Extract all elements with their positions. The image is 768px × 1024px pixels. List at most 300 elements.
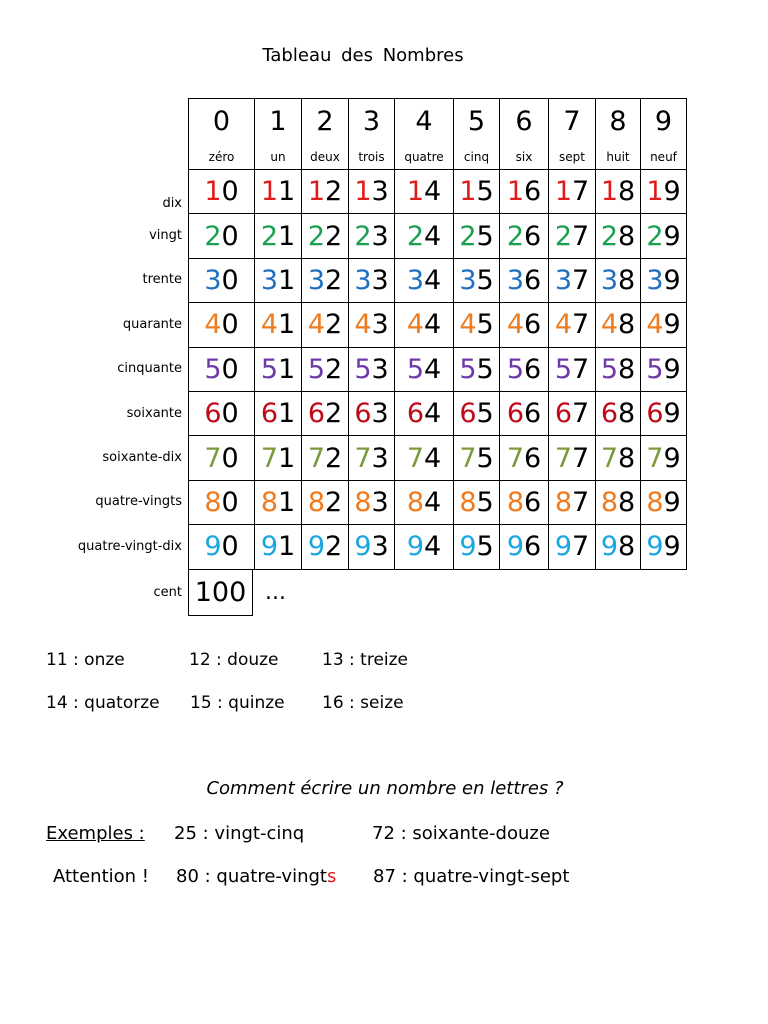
number-cell: [454, 391, 500, 435]
units-digit: 0: [221, 309, 239, 341]
number-cell: [641, 391, 687, 435]
tens-digit: 8: [307, 486, 325, 518]
header-cell-4: [395, 99, 454, 170]
number-cell: [596, 214, 641, 258]
header-word: neuf: [650, 150, 677, 164]
tens-digit: 9: [646, 531, 664, 563]
units-digit: 2: [325, 531, 343, 563]
header-word: trois: [358, 150, 385, 164]
teen-13: 13 : treize: [322, 650, 409, 670]
header-digit: 9: [654, 106, 673, 137]
units-digit: 5: [476, 486, 494, 518]
units-digit: 1: [278, 353, 296, 385]
header-cell-3: [349, 99, 395, 170]
tens-digit: 4: [600, 309, 618, 341]
header-cell-2: [302, 99, 349, 170]
header-digit: 5: [467, 106, 486, 137]
number-cell: [255, 258, 302, 302]
units-digit: 6: [524, 220, 542, 252]
number-cell: [395, 214, 454, 258]
header-cell-0: [189, 99, 255, 170]
tens-digit: 9: [204, 531, 222, 563]
attention-87: 87 : quatre-vingt-sept: [373, 866, 570, 887]
tens-digit: 5: [307, 353, 325, 385]
units-digit: 9: [663, 531, 681, 563]
units-digit: 3: [371, 531, 389, 563]
tens-digit: 6: [260, 398, 278, 430]
row-label-quatre-vingts: quatre-vingts: [95, 494, 182, 510]
units-digit: 8: [618, 176, 636, 208]
tens-digit: 8: [459, 486, 477, 518]
number-cell: [641, 258, 687, 302]
number-cell: [549, 170, 596, 214]
examples-label: Exemples :: [46, 823, 145, 844]
number-cell: [395, 258, 454, 302]
tens-digit: 8: [600, 486, 618, 518]
units-digit: 2: [325, 264, 343, 296]
units-digit: 4: [424, 531, 442, 563]
units-digit: 7: [572, 264, 590, 296]
header-digit: 3: [362, 106, 381, 137]
tens-digit: 6: [307, 398, 325, 430]
tens-digit: 5: [459, 353, 477, 385]
units-digit: 4: [424, 442, 442, 474]
tens-digit: 7: [406, 442, 424, 474]
units-digit: 0: [221, 442, 239, 474]
header-word: un: [270, 150, 286, 164]
units-digit: 6: [524, 442, 542, 474]
tens-digit: 5: [260, 353, 278, 385]
units-digit: 4: [424, 398, 442, 430]
number-cell: [596, 347, 641, 391]
number-cell: [302, 391, 349, 435]
tens-digit: 9: [406, 531, 424, 563]
subtitle: Comment écrire un nombre en lettres ?: [206, 778, 564, 799]
units-digit: 3: [371, 486, 389, 518]
number-cell: [255, 303, 302, 347]
tens-digit: 4: [204, 309, 222, 341]
units-digit: 7: [572, 398, 590, 430]
units-digit: 9: [663, 398, 681, 430]
units-digit: 7: [572, 309, 590, 341]
units-digit: 8: [618, 220, 636, 252]
teen-12: 12 : douze: [189, 650, 279, 670]
number-cell: [189, 525, 255, 569]
units-digit: 1: [278, 264, 296, 296]
header-cell-9: [641, 99, 687, 170]
row-label-dix: dix: [162, 196, 182, 212]
tens-digit: 7: [600, 442, 618, 474]
header-digit: 6: [515, 106, 533, 137]
row-soixante-dix: [189, 436, 687, 480]
tens-digit: 2: [406, 220, 424, 252]
tens-digit: 1: [600, 176, 618, 208]
number-cell: [349, 391, 395, 435]
tens-digit: 9: [506, 531, 524, 563]
row-label-cinquante: cinquante: [117, 361, 182, 377]
number-cell: [302, 525, 349, 569]
units-digit: 2: [325, 176, 343, 208]
tens-digit: 9: [600, 531, 618, 563]
row-label-soixante-dix: soixante-dix: [102, 450, 182, 466]
number-cell: [641, 170, 687, 214]
attention-80-s: s: [326, 866, 337, 887]
number-cell: [454, 214, 500, 258]
header-word: cinq: [463, 150, 490, 164]
tens-digit: 8: [646, 486, 664, 518]
number-cell: [500, 525, 549, 569]
number-cell: [641, 214, 687, 258]
tens-digit: 1: [646, 176, 664, 208]
number-cell: [454, 480, 500, 524]
number-cell: [500, 214, 549, 258]
tens-digit: 5: [506, 353, 524, 385]
teen-11: 11 : onze: [46, 650, 125, 670]
tens-digit: 6: [459, 398, 477, 430]
row-cinquante: [189, 347, 687, 391]
row-label-vingt: vingt: [149, 228, 182, 244]
tens-digit: 2: [554, 220, 572, 252]
number-cell: [454, 170, 500, 214]
tens-digit: 6: [600, 398, 618, 430]
tens-digit: 3: [554, 264, 572, 296]
row-quarante: [189, 303, 687, 347]
number-cell: [255, 480, 302, 524]
number-cell: [349, 525, 395, 569]
tens-digit: 2: [646, 220, 664, 252]
number-cell: [255, 170, 302, 214]
number-cell: [349, 303, 395, 347]
units-digit: 1: [278, 442, 296, 474]
teen-16: 16 : seize: [322, 693, 404, 713]
number-cell: [500, 303, 549, 347]
units-digit: 6: [524, 309, 542, 341]
number-cell: [189, 347, 255, 391]
tens-digit: 2: [459, 220, 477, 252]
units-digit: 0: [221, 398, 239, 430]
units-digit: 8: [618, 398, 636, 430]
units-digit: 2: [325, 442, 343, 474]
tens-digit: 2: [506, 220, 524, 252]
tens-digit: 2: [354, 220, 372, 252]
units-digit: 9: [663, 442, 681, 474]
row-quatre-vingt-dix: [189, 525, 687, 569]
units-digit: 3: [371, 353, 389, 385]
units-digit: 9: [663, 264, 681, 296]
tens-digit: 8: [506, 486, 524, 518]
row-soixante: [189, 391, 687, 435]
header-digit: 1: [269, 106, 287, 137]
number-cell: [395, 347, 454, 391]
number-cell: [641, 303, 687, 347]
tens-digit: 1: [406, 176, 424, 208]
units-digit: 4: [424, 176, 442, 208]
number-cell: [500, 347, 549, 391]
row-dix: [189, 170, 687, 214]
tens-digit: 7: [646, 442, 664, 474]
tens-digit: 3: [260, 264, 278, 296]
tens-digit: 5: [554, 353, 572, 385]
page-title: Tableau des Nombres: [262, 45, 464, 66]
units-digit: 6: [524, 486, 542, 518]
number-cell: [255, 436, 302, 480]
units-digit: 8: [618, 531, 636, 563]
units-digit: 3: [371, 264, 389, 296]
tens-digit: 8: [406, 486, 424, 518]
number-cell: [349, 258, 395, 302]
units-digit: 3: [371, 309, 389, 341]
units-digit: 4: [424, 220, 442, 252]
number-cell: [500, 391, 549, 435]
number-cell: [395, 525, 454, 569]
units-digit: 6: [524, 353, 542, 385]
number-cell: [549, 436, 596, 480]
tens-digit: 3: [406, 264, 424, 296]
tens-digit: 6: [406, 398, 424, 430]
number-cell: [395, 170, 454, 214]
units-digit: 3: [371, 442, 389, 474]
tens-digit: 6: [354, 398, 372, 430]
number-cell: [189, 391, 255, 435]
tens-digit: 4: [260, 309, 278, 341]
number-cell: [454, 258, 500, 302]
header-cell-6: [500, 99, 549, 170]
number-cell: [454, 436, 500, 480]
header-row: [189, 99, 687, 170]
row-label-soixante: soixante: [126, 405, 182, 421]
number-cell: [302, 436, 349, 480]
attention-label: Attention !: [53, 866, 150, 887]
units-digit: 0: [221, 176, 239, 208]
number-cell: [596, 480, 641, 524]
tens-digit: 2: [260, 220, 278, 252]
number-cell: [189, 303, 255, 347]
units-digit: 2: [325, 398, 343, 430]
tens-digit: 2: [204, 220, 222, 252]
row-label-quatre-vingt-dix: quatre-vingt-dix: [77, 538, 182, 554]
tens-digit: 7: [204, 442, 222, 474]
units-digit: 2: [325, 353, 343, 385]
units-digit: 8: [618, 442, 636, 474]
row-vingt: [189, 214, 687, 258]
units-digit: 2: [325, 486, 343, 518]
units-digit: 2: [325, 220, 343, 252]
tens-digit: 4: [506, 309, 524, 341]
tens-digit: 5: [354, 353, 372, 385]
number-cell: [189, 436, 255, 480]
number-cell: [349, 436, 395, 480]
units-digit: 1: [278, 309, 296, 341]
number-cell: [500, 258, 549, 302]
units-digit: 0: [221, 264, 239, 296]
units-digit: 3: [371, 176, 389, 208]
number-cell: [255, 214, 302, 258]
tens-digit: 5: [204, 353, 222, 385]
units-digit: 6: [524, 531, 542, 563]
tens-digit: 3: [506, 264, 524, 296]
number-cell: [596, 391, 641, 435]
number-cell: [302, 170, 349, 214]
number-cell: [549, 525, 596, 569]
tens-digit: 7: [506, 442, 524, 474]
number-cell: [255, 525, 302, 569]
number-cell: [395, 436, 454, 480]
tens-digit: 9: [260, 531, 278, 563]
row-label-trente: trente: [142, 272, 182, 288]
header-digit: 2: [316, 106, 334, 137]
tens-digit: 3: [307, 264, 325, 296]
tens-digit: 4: [354, 309, 372, 341]
tens-digit: 1: [204, 176, 222, 208]
units-digit: 9: [663, 486, 681, 518]
units-digit: 5: [476, 442, 494, 474]
units-digit: 0: [221, 353, 239, 385]
number-cell: [302, 303, 349, 347]
number-cell: [596, 258, 641, 302]
units-digit: 0: [221, 486, 239, 518]
units-digit: 5: [476, 531, 494, 563]
hundred-row: [188, 569, 286, 616]
units-digit: 8: [618, 309, 636, 341]
number-cell: [349, 347, 395, 391]
tens-digit: 7: [554, 442, 572, 474]
header-cell-8: [596, 99, 641, 170]
tens-digit: 3: [204, 264, 222, 296]
tens-digit: 6: [506, 398, 524, 430]
header-word: huit: [606, 150, 630, 164]
units-digit: 2: [325, 309, 343, 341]
tens-digit: 8: [260, 486, 278, 518]
units-digit: 6: [524, 264, 542, 296]
number-cell: [302, 347, 349, 391]
tens-digit: 6: [646, 398, 664, 430]
tens-digit: 3: [646, 264, 664, 296]
number-cell: [255, 391, 302, 435]
tens-digit: 1: [307, 176, 325, 208]
tens-digit: 1: [554, 176, 572, 208]
row-labels: [20, 169, 184, 617]
tens-digit: 3: [600, 264, 618, 296]
units-digit: 9: [663, 220, 681, 252]
units-digit: 7: [572, 176, 590, 208]
teen-15: 15 : quinze: [190, 693, 285, 713]
number-cell: [189, 480, 255, 524]
number-table: [188, 98, 687, 570]
units-digit: 7: [572, 531, 590, 563]
number-cell: [500, 480, 549, 524]
number-cell: [349, 170, 395, 214]
number-cell: [549, 214, 596, 258]
units-digit: 5: [476, 264, 494, 296]
tens-digit: 1: [354, 176, 372, 208]
number-cell: [641, 347, 687, 391]
header-digit: 7: [563, 106, 581, 137]
number-cell: [454, 347, 500, 391]
header-word: quatre: [404, 150, 444, 164]
number-cell: [189, 214, 255, 258]
units-digit: 6: [524, 398, 542, 430]
tens-digit: 5: [600, 353, 618, 385]
tens-digit: 8: [204, 486, 222, 518]
tens-digit: 7: [260, 442, 278, 474]
number-cell: [500, 436, 549, 480]
number-cell: [641, 480, 687, 524]
number-cell: [641, 525, 687, 569]
tens-digit: 9: [554, 531, 572, 563]
units-digit: 9: [663, 309, 681, 341]
header-word: zéro: [208, 150, 235, 164]
header-digit: 8: [609, 106, 627, 137]
tens-digit: 3: [354, 264, 372, 296]
units-digit: 0: [221, 531, 239, 563]
example-72: 72 : soixante-douze: [372, 823, 550, 844]
tens-digit: 9: [307, 531, 325, 563]
header-digit: 4: [415, 106, 433, 137]
number-cell: [349, 480, 395, 524]
units-digit: 5: [476, 309, 494, 341]
number-cell: [596, 170, 641, 214]
units-digit: 9: [663, 176, 681, 208]
tens-digit: 6: [204, 398, 222, 430]
number-cell: [596, 303, 641, 347]
tens-digit: 8: [554, 486, 572, 518]
number-cell: [302, 214, 349, 258]
units-digit: 3: [371, 220, 389, 252]
units-digit: 5: [476, 398, 494, 430]
number-cell: [395, 391, 454, 435]
units-digit: 6: [524, 176, 542, 208]
number-cell: [454, 303, 500, 347]
ellipsis: ...: [265, 580, 286, 605]
number-cell: [189, 258, 255, 302]
tens-digit: 7: [459, 442, 477, 474]
units-digit: 7: [572, 486, 590, 518]
attention-80-prefix: 80 : quatre-vingt: [176, 866, 327, 887]
tens-digit: 4: [406, 309, 424, 341]
number-cell: [549, 480, 596, 524]
tens-digit: 4: [307, 309, 325, 341]
number-cell: [596, 525, 641, 569]
units-digit: 5: [476, 353, 494, 385]
units-digit: 4: [424, 486, 442, 518]
tens-digit: 9: [354, 531, 372, 563]
units-digit: 9: [663, 353, 681, 385]
row-label-cent: cent: [153, 585, 182, 601]
units-digit: 5: [476, 176, 494, 208]
units-digit: 5: [476, 220, 494, 252]
number-cell: [454, 525, 500, 569]
number-cell: [349, 214, 395, 258]
teen-14: 14 : quatorze: [46, 693, 160, 713]
tens-digit: 1: [506, 176, 524, 208]
tens-digit: 8: [354, 486, 372, 518]
units-digit: 8: [618, 353, 636, 385]
units-digit: 4: [424, 353, 442, 385]
units-digit: 0: [221, 220, 239, 252]
header-word: deux: [310, 150, 340, 164]
row-trente: [189, 258, 687, 302]
units-digit: 7: [572, 220, 590, 252]
tens-digit: 7: [354, 442, 372, 474]
units-digit: 1: [278, 176, 296, 208]
units-digit: 7: [572, 353, 590, 385]
attention-80: [176, 866, 336, 887]
number-cell: [302, 480, 349, 524]
units-digit: 1: [278, 220, 296, 252]
tens-digit: 5: [646, 353, 664, 385]
number-cell: [641, 436, 687, 480]
number-cell: [549, 303, 596, 347]
